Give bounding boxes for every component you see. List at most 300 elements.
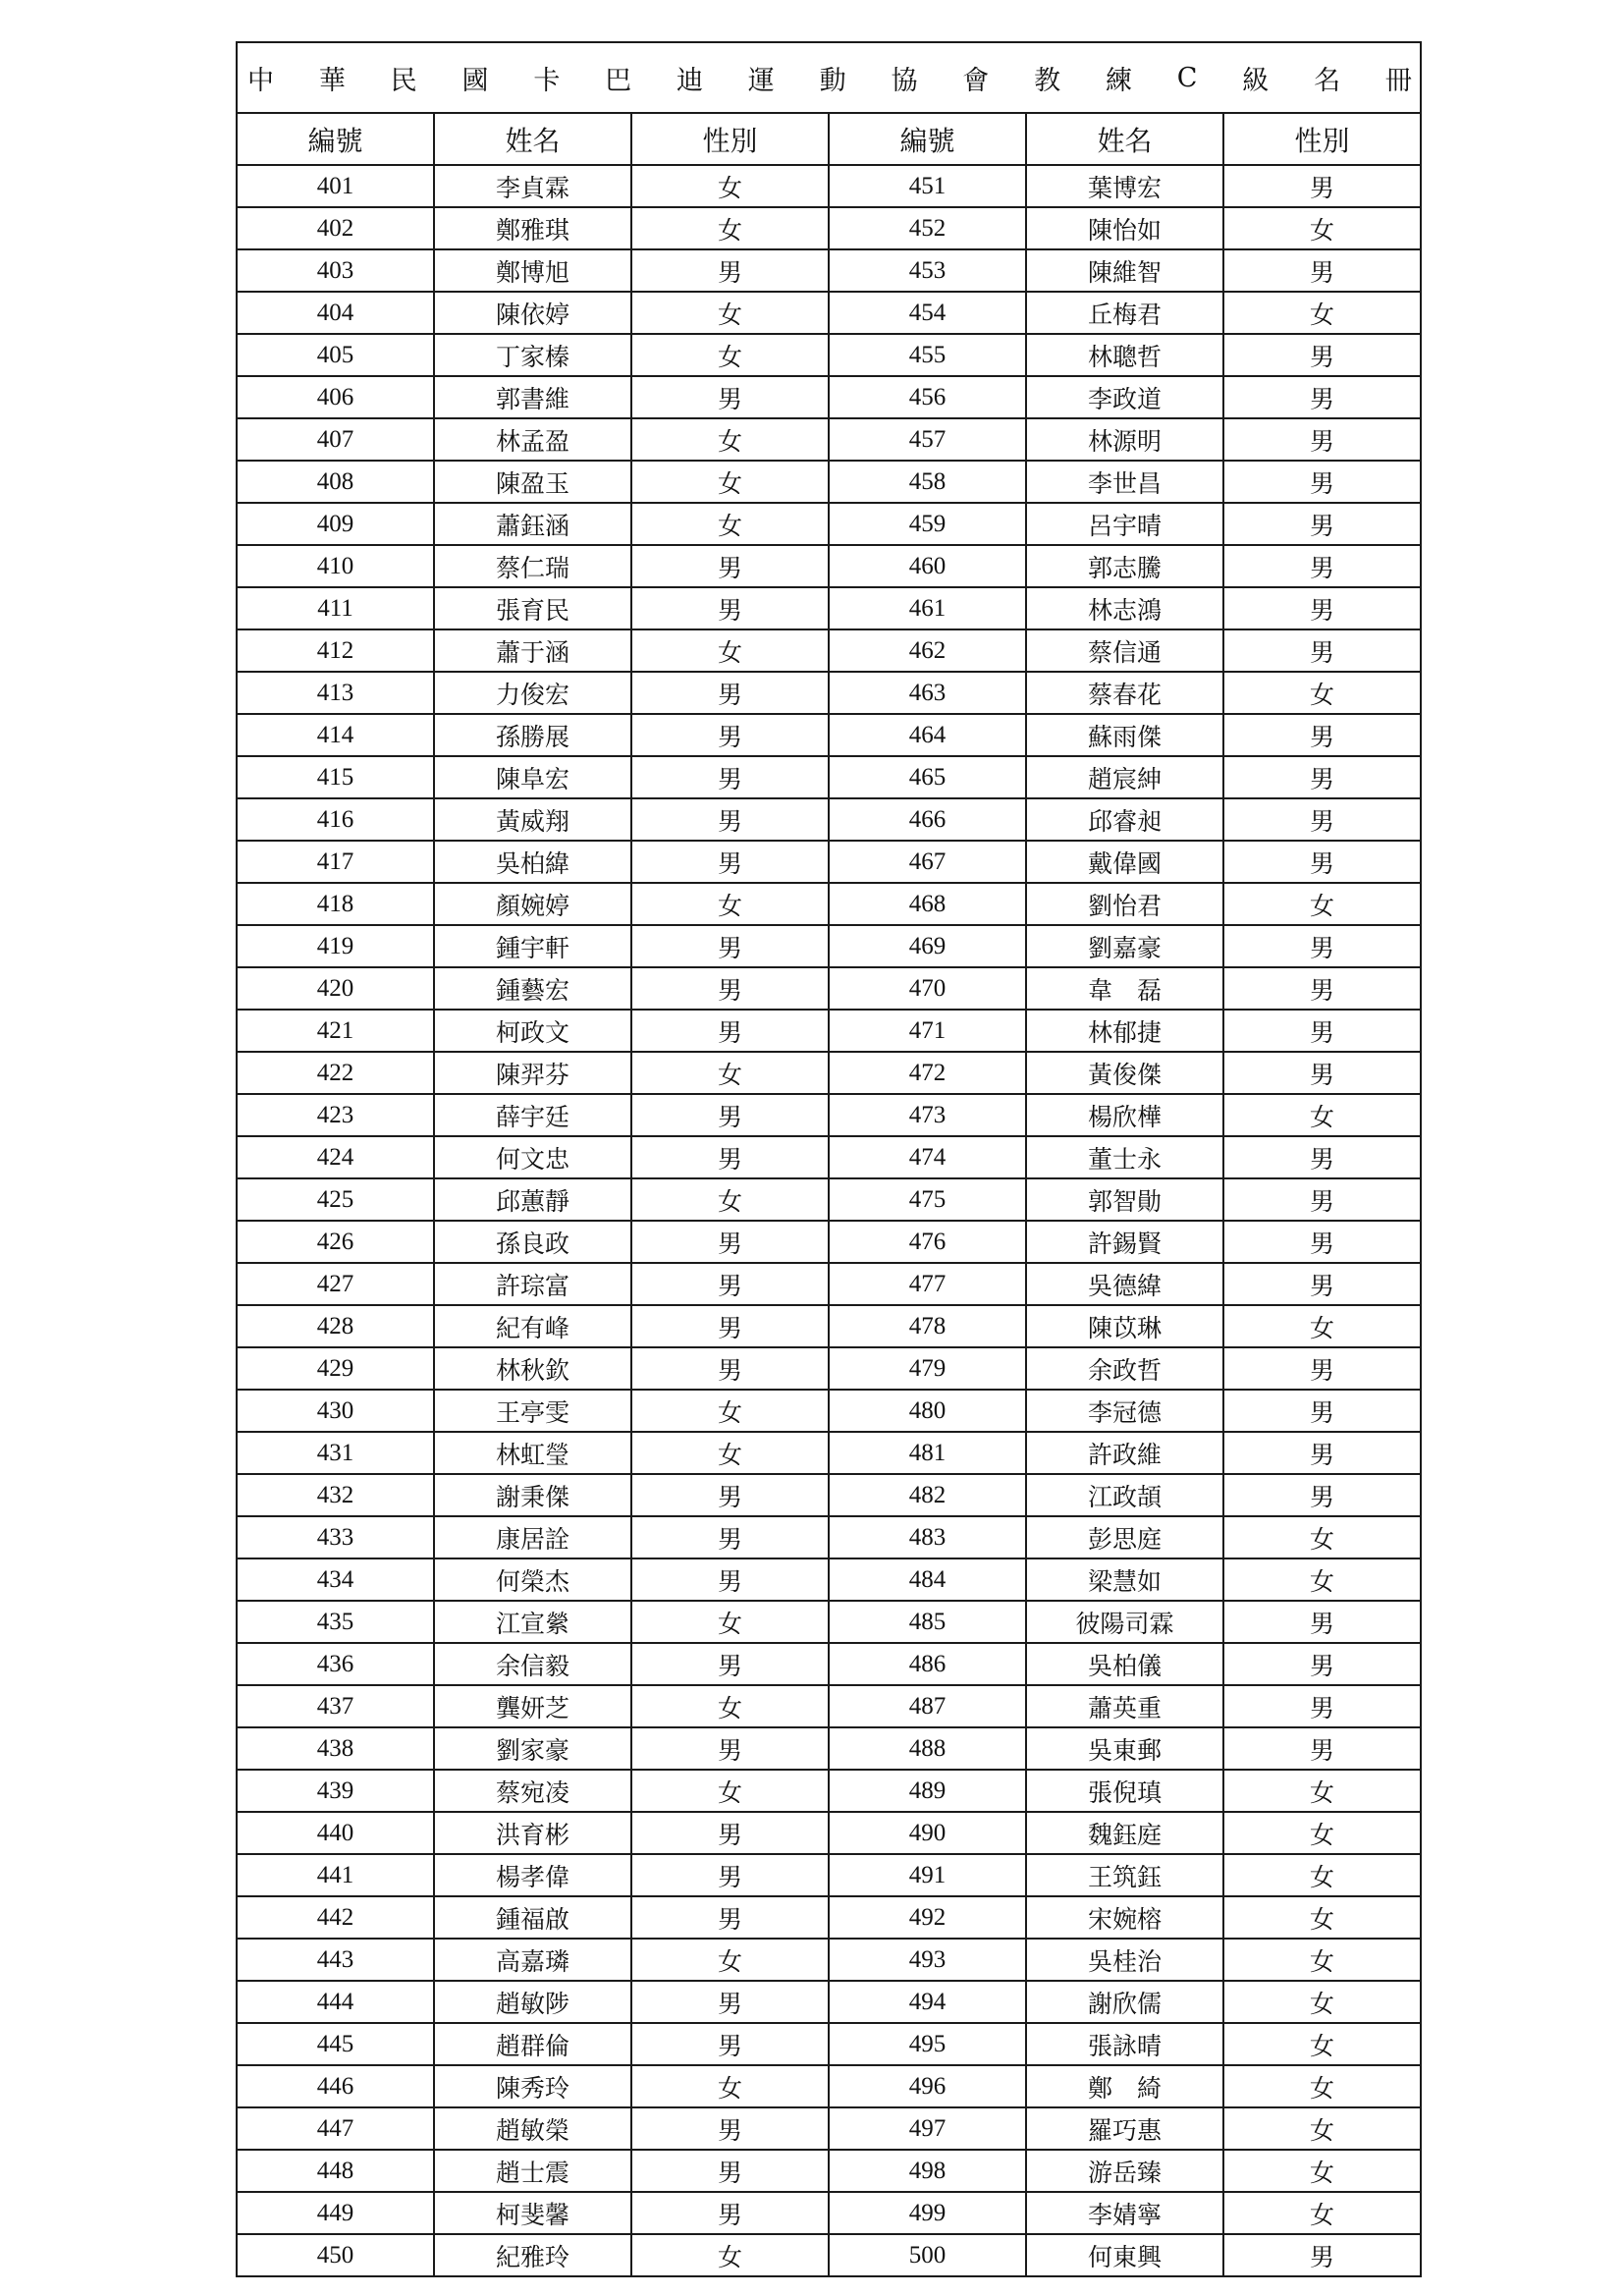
table-row <box>237 2023 1421 2065</box>
right-name-cell: 戴偉國 <box>1026 841 1223 883</box>
coach-roster-table <box>236 41 1422 2277</box>
right-name-cell: 何東興 <box>1026 2234 1223 2276</box>
left-name-cell: 吳柏緯 <box>434 841 631 883</box>
table-row <box>237 545 1421 587</box>
left-gender-cell: 男 <box>631 672 829 714</box>
right-number-cell: 492 <box>829 1896 1026 1939</box>
left-name-cell: 康居詮 <box>434 1516 631 1558</box>
right-name-cell: 彼陽司霖 <box>1026 1601 1223 1643</box>
right-gender-cell: 男 <box>1223 1221 1421 1263</box>
left-name-cell: 趙群倫 <box>434 2023 631 2065</box>
left-name-cell: 陳盈玉 <box>434 461 631 503</box>
right-gender-cell: 男 <box>1223 798 1421 841</box>
left-gender-cell: 男 <box>631 1854 829 1896</box>
table-row <box>237 841 1421 883</box>
left-number-cell: 442 <box>237 1896 434 1939</box>
right-gender-cell: 男 <box>1223 545 1421 587</box>
left-number-cell: 427 <box>237 1263 434 1305</box>
right-number-cell: 451 <box>829 165 1026 207</box>
left-number-cell: 414 <box>237 714 434 756</box>
left-number-cell: 433 <box>237 1516 434 1558</box>
left-number-cell: 417 <box>237 841 434 883</box>
left-gender-cell: 男 <box>631 545 829 587</box>
right-gender-cell: 男 <box>1223 418 1421 461</box>
title-row <box>237 42 1421 113</box>
left-number-cell: 422 <box>237 1052 434 1094</box>
left-number-cell: 412 <box>237 629 434 672</box>
left-number-cell: 407 <box>237 418 434 461</box>
right-number-cell: 484 <box>829 1558 1026 1601</box>
table-row <box>237 1812 1421 1854</box>
table-row <box>237 714 1421 756</box>
right-gender-cell: 男 <box>1223 1263 1421 1305</box>
right-gender-cell: 女 <box>1223 672 1421 714</box>
right-name-cell: 葉博宏 <box>1026 165 1223 207</box>
table-row <box>237 1939 1421 1981</box>
left-gender-cell: 男 <box>631 1727 829 1770</box>
right-number-cell: 490 <box>829 1812 1026 1854</box>
right-number-cell: 472 <box>829 1052 1026 1094</box>
left-name-cell: 蕭鈺涵 <box>434 503 631 545</box>
header-left-name: 姓名 <box>434 113 631 165</box>
right-name-cell: 董士永 <box>1026 1136 1223 1178</box>
right-name-cell: 邱睿昶 <box>1026 798 1223 841</box>
table-row <box>237 883 1421 925</box>
left-gender-cell: 男 <box>631 1558 829 1601</box>
left-gender-cell: 女 <box>631 418 829 461</box>
right-name-cell: 蔡春花 <box>1026 672 1223 714</box>
right-number-cell: 494 <box>829 1981 1026 2023</box>
left-name-cell: 趙士震 <box>434 2150 631 2192</box>
right-number-cell: 469 <box>829 925 1026 967</box>
right-gender-cell: 男 <box>1223 1432 1421 1474</box>
right-number-cell: 489 <box>829 1770 1026 1812</box>
right-gender-cell: 男 <box>1223 2234 1421 2276</box>
left-name-cell: 王亭雯 <box>434 1390 631 1432</box>
right-number-cell: 496 <box>829 2065 1026 2107</box>
table-row <box>237 1896 1421 1939</box>
table-row <box>237 1727 1421 1770</box>
right-gender-cell: 男 <box>1223 1136 1421 1178</box>
left-number-cell: 449 <box>237 2192 434 2234</box>
left-number-cell: 450 <box>237 2234 434 2276</box>
left-gender-cell: 女 <box>631 1390 829 1432</box>
left-gender-cell: 女 <box>631 1432 829 1474</box>
left-name-cell: 鍾福啟 <box>434 1896 631 1939</box>
left-number-cell: 439 <box>237 1770 434 1812</box>
right-gender-cell: 女 <box>1223 292 1421 334</box>
right-name-cell: 蕭英重 <box>1026 1685 1223 1727</box>
left-number-cell: 432 <box>237 1474 434 1516</box>
right-number-cell: 487 <box>829 1685 1026 1727</box>
left-gender-cell: 男 <box>631 841 829 883</box>
right-name-cell: 吳德緯 <box>1026 1263 1223 1305</box>
right-number-cell: 499 <box>829 2192 1026 2234</box>
right-number-cell: 480 <box>829 1390 1026 1432</box>
left-number-cell: 445 <box>237 2023 434 2065</box>
table-row <box>237 1390 1421 1432</box>
table-row <box>237 2234 1421 2276</box>
right-number-cell: 466 <box>829 798 1026 841</box>
right-gender-cell: 女 <box>1223 1770 1421 1812</box>
right-gender-cell: 男 <box>1223 967 1421 1010</box>
table-row <box>237 1685 1421 1727</box>
left-gender-cell: 男 <box>631 376 829 418</box>
left-number-cell: 448 <box>237 2150 434 2192</box>
left-gender-cell: 女 <box>631 1770 829 1812</box>
left-number-cell: 437 <box>237 1685 434 1727</box>
left-name-cell: 蕭于涵 <box>434 629 631 672</box>
left-gender-cell: 女 <box>631 503 829 545</box>
right-number-cell: 483 <box>829 1516 1026 1558</box>
left-gender-cell: 女 <box>631 1685 829 1727</box>
right-gender-cell: 男 <box>1223 1601 1421 1643</box>
right-name-cell: 許錫賢 <box>1026 1221 1223 1263</box>
right-name-cell: 許政維 <box>1026 1432 1223 1474</box>
right-gender-cell: 女 <box>1223 2192 1421 2234</box>
table-row <box>237 798 1421 841</box>
table-row <box>237 1432 1421 1474</box>
right-gender-cell: 男 <box>1223 1685 1421 1727</box>
table-row <box>237 925 1421 967</box>
table-row <box>237 967 1421 1010</box>
left-name-cell: 黃威翔 <box>434 798 631 841</box>
left-number-cell: 438 <box>237 1727 434 1770</box>
right-gender-cell: 女 <box>1223 1896 1421 1939</box>
left-gender-cell: 男 <box>631 2023 829 2065</box>
table-row <box>237 1643 1421 1685</box>
left-number-cell: 421 <box>237 1010 434 1052</box>
document-title: 中 華 民 國 卡 巴 迪 運 動 協 會 教 練 C 級 名 冊 <box>247 62 1412 96</box>
left-name-cell: 龔妍芝 <box>434 1685 631 1727</box>
right-name-cell: 林源明 <box>1026 418 1223 461</box>
left-gender-cell: 女 <box>631 165 829 207</box>
left-number-cell: 441 <box>237 1854 434 1896</box>
left-gender-cell: 男 <box>631 1896 829 1939</box>
right-gender-cell: 男 <box>1223 334 1421 376</box>
left-gender-cell: 女 <box>631 1939 829 1981</box>
table-row <box>237 1347 1421 1390</box>
table-row <box>237 1136 1421 1178</box>
right-name-cell: 吳東郵 <box>1026 1727 1223 1770</box>
left-gender-cell: 男 <box>631 1474 829 1516</box>
right-gender-cell: 男 <box>1223 1347 1421 1390</box>
right-number-cell: 459 <box>829 503 1026 545</box>
right-number-cell: 481 <box>829 1432 1026 1474</box>
table-row <box>237 1474 1421 1516</box>
left-number-cell: 413 <box>237 672 434 714</box>
left-name-cell: 陳依婷 <box>434 292 631 334</box>
left-gender-cell: 男 <box>631 1516 829 1558</box>
right-gender-cell: 男 <box>1223 165 1421 207</box>
right-name-cell: 李政道 <box>1026 376 1223 418</box>
left-name-cell: 林虹瑩 <box>434 1432 631 1474</box>
left-number-cell: 409 <box>237 503 434 545</box>
right-gender-cell: 男 <box>1223 1390 1421 1432</box>
right-number-cell: 454 <box>829 292 1026 334</box>
left-number-cell: 446 <box>237 2065 434 2107</box>
left-number-cell: 428 <box>237 1305 434 1347</box>
left-name-cell: 林秋欽 <box>434 1347 631 1390</box>
left-gender-cell: 男 <box>631 967 829 1010</box>
left-gender-cell: 男 <box>631 714 829 756</box>
left-gender-cell: 男 <box>631 2192 829 2234</box>
left-gender-cell: 男 <box>631 756 829 798</box>
right-gender-cell: 男 <box>1223 925 1421 967</box>
right-number-cell: 473 <box>829 1094 1026 1136</box>
right-number-cell: 455 <box>829 334 1026 376</box>
right-gender-cell: 男 <box>1223 629 1421 672</box>
right-name-cell: 吳柏儀 <box>1026 1643 1223 1685</box>
right-number-cell: 452 <box>829 207 1026 249</box>
left-name-cell: 何榮杰 <box>434 1558 631 1601</box>
right-name-cell: 梁慧如 <box>1026 1558 1223 1601</box>
left-name-cell: 柯斐馨 <box>434 2192 631 2234</box>
right-number-cell: 479 <box>829 1347 1026 1390</box>
table-row <box>237 418 1421 461</box>
left-number-cell: 429 <box>237 1347 434 1390</box>
table-row <box>237 1094 1421 1136</box>
left-number-cell: 444 <box>237 1981 434 2023</box>
left-number-cell: 410 <box>237 545 434 587</box>
left-number-cell: 415 <box>237 756 434 798</box>
left-number-cell: 419 <box>237 925 434 967</box>
right-name-cell: 林志鴻 <box>1026 587 1223 629</box>
right-number-cell: 467 <box>829 841 1026 883</box>
left-gender-cell: 男 <box>631 1812 829 1854</box>
left-gender-cell: 男 <box>631 1094 829 1136</box>
left-name-cell: 陳阜宏 <box>434 756 631 798</box>
left-name-cell: 蔡宛凌 <box>434 1770 631 1812</box>
document-title-cell <box>237 42 1421 113</box>
right-number-cell: 457 <box>829 418 1026 461</box>
right-number-cell: 477 <box>829 1263 1026 1305</box>
right-number-cell: 461 <box>829 587 1026 629</box>
left-name-cell: 陳羿芬 <box>434 1052 631 1094</box>
table-row <box>237 292 1421 334</box>
table-row <box>237 334 1421 376</box>
left-name-cell: 紀有峰 <box>434 1305 631 1347</box>
right-gender-cell: 男 <box>1223 1474 1421 1516</box>
table-row <box>237 1010 1421 1052</box>
left-number-cell: 406 <box>237 376 434 418</box>
table-row <box>237 1305 1421 1347</box>
right-gender-cell: 女 <box>1223 1854 1421 1896</box>
table-row <box>237 1052 1421 1094</box>
right-number-cell: 493 <box>829 1939 1026 1981</box>
left-gender-cell: 女 <box>631 207 829 249</box>
right-gender-cell: 女 <box>1223 1812 1421 1854</box>
table-row <box>237 461 1421 503</box>
left-name-cell: 柯政文 <box>434 1010 631 1052</box>
table-row <box>237 1854 1421 1896</box>
table-row <box>237 756 1421 798</box>
left-name-cell: 孫勝展 <box>434 714 631 756</box>
left-name-cell: 李貞霖 <box>434 165 631 207</box>
left-gender-cell: 男 <box>631 1136 829 1178</box>
right-gender-cell: 男 <box>1223 1643 1421 1685</box>
left-gender-cell: 女 <box>631 292 829 334</box>
right-name-cell: 鄭 綺 <box>1026 2065 1223 2107</box>
left-name-cell: 紀雅玲 <box>434 2234 631 2276</box>
left-gender-cell: 男 <box>631 1305 829 1347</box>
right-name-cell: 張詠晴 <box>1026 2023 1223 2065</box>
right-name-cell: 郭志騰 <box>1026 545 1223 587</box>
left-gender-cell: 男 <box>631 587 829 629</box>
right-name-cell: 李冠德 <box>1026 1390 1223 1432</box>
left-name-cell: 謝秉傑 <box>434 1474 631 1516</box>
right-number-cell: 464 <box>829 714 1026 756</box>
left-gender-cell: 男 <box>631 2107 829 2150</box>
right-gender-cell: 女 <box>1223 207 1421 249</box>
left-number-cell: 408 <box>237 461 434 503</box>
right-gender-cell: 女 <box>1223 2150 1421 2192</box>
left-name-cell: 顏婉婷 <box>434 883 631 925</box>
header-right-name: 姓名 <box>1026 113 1223 165</box>
right-name-cell: 李世昌 <box>1026 461 1223 503</box>
left-gender-cell: 女 <box>631 629 829 672</box>
left-gender-cell: 男 <box>631 1263 829 1305</box>
roster-body <box>237 165 1421 2276</box>
right-number-cell: 462 <box>829 629 1026 672</box>
left-name-cell: 劉家豪 <box>434 1727 631 1770</box>
column-header-row <box>237 113 1421 165</box>
left-name-cell: 鍾宇軒 <box>434 925 631 967</box>
right-name-cell: 江政頡 <box>1026 1474 1223 1516</box>
left-gender-cell: 男 <box>631 1010 829 1052</box>
right-name-cell: 趙宸紳 <box>1026 756 1223 798</box>
right-number-cell: 453 <box>829 249 1026 292</box>
table-row <box>237 672 1421 714</box>
right-number-cell: 458 <box>829 461 1026 503</box>
right-name-cell: 羅巧惠 <box>1026 2107 1223 2150</box>
left-gender-cell: 男 <box>631 1221 829 1263</box>
right-number-cell: 474 <box>829 1136 1026 1178</box>
left-gender-cell: 男 <box>631 249 829 292</box>
right-gender-cell: 女 <box>1223 1516 1421 1558</box>
table-row <box>237 2192 1421 2234</box>
right-number-cell: 498 <box>829 2150 1026 2192</box>
right-number-cell: 478 <box>829 1305 1026 1347</box>
right-gender-cell: 男 <box>1223 1178 1421 1221</box>
table-row <box>237 2150 1421 2192</box>
left-gender-cell: 女 <box>631 334 829 376</box>
right-gender-cell: 男 <box>1223 376 1421 418</box>
right-name-cell: 謝欣儒 <box>1026 1981 1223 2023</box>
right-gender-cell: 男 <box>1223 587 1421 629</box>
left-number-cell: 431 <box>237 1432 434 1474</box>
right-number-cell: 482 <box>829 1474 1026 1516</box>
header-left-number: 編號 <box>237 113 434 165</box>
left-gender-cell: 女 <box>631 2065 829 2107</box>
right-number-cell: 463 <box>829 672 1026 714</box>
right-gender-cell: 男 <box>1223 249 1421 292</box>
left-gender-cell: 女 <box>631 1178 829 1221</box>
table-row <box>237 1770 1421 1812</box>
right-name-cell: 余政哲 <box>1026 1347 1223 1390</box>
right-number-cell: 456 <box>829 376 1026 418</box>
right-name-cell: 張倪瑱 <box>1026 1770 1223 1812</box>
left-name-cell: 鄭雅琪 <box>434 207 631 249</box>
right-name-cell: 魏鈺庭 <box>1026 1812 1223 1854</box>
left-number-cell: 440 <box>237 1812 434 1854</box>
left-number-cell: 435 <box>237 1601 434 1643</box>
table-row <box>237 1981 1421 2023</box>
left-number-cell: 447 <box>237 2107 434 2150</box>
right-gender-cell: 女 <box>1223 2023 1421 2065</box>
left-number-cell: 404 <box>237 292 434 334</box>
left-gender-cell: 男 <box>631 1981 829 2023</box>
right-number-cell: 465 <box>829 756 1026 798</box>
right-name-cell: 陳苡琳 <box>1026 1305 1223 1347</box>
left-name-cell: 蔡仁瑞 <box>434 545 631 587</box>
left-name-cell: 江宣縈 <box>434 1601 631 1643</box>
table-row <box>237 207 1421 249</box>
left-name-cell: 許琮富 <box>434 1263 631 1305</box>
right-gender-cell: 男 <box>1223 1727 1421 1770</box>
right-name-cell: 吳桂治 <box>1026 1939 1223 1981</box>
left-gender-cell: 男 <box>631 925 829 967</box>
table-row <box>237 249 1421 292</box>
table-row <box>237 1263 1421 1305</box>
left-name-cell: 高嘉璘 <box>434 1939 631 1981</box>
left-gender-cell: 男 <box>631 798 829 841</box>
right-name-cell: 彭思庭 <box>1026 1516 1223 1558</box>
left-name-cell: 余信毅 <box>434 1643 631 1685</box>
right-gender-cell: 女 <box>1223 2107 1421 2150</box>
right-gender-cell: 女 <box>1223 883 1421 925</box>
right-name-cell: 楊欣樺 <box>1026 1094 1223 1136</box>
right-name-cell: 劉嘉豪 <box>1026 925 1223 967</box>
left-name-cell: 張育民 <box>434 587 631 629</box>
right-number-cell: 460 <box>829 545 1026 587</box>
right-number-cell: 495 <box>829 2023 1026 2065</box>
left-gender-cell: 男 <box>631 2150 829 2192</box>
left-gender-cell: 男 <box>631 1347 829 1390</box>
table-row <box>237 587 1421 629</box>
left-gender-cell: 女 <box>631 1601 829 1643</box>
table-row <box>237 1221 1421 1263</box>
table-row <box>237 376 1421 418</box>
table-row <box>237 629 1421 672</box>
right-gender-cell: 男 <box>1223 841 1421 883</box>
left-number-cell: 420 <box>237 967 434 1010</box>
right-gender-cell: 男 <box>1223 1052 1421 1094</box>
right-number-cell: 471 <box>829 1010 1026 1052</box>
left-number-cell: 443 <box>237 1939 434 1981</box>
right-gender-cell: 女 <box>1223 1094 1421 1136</box>
right-name-cell: 劉怡君 <box>1026 883 1223 925</box>
left-name-cell: 孫良政 <box>434 1221 631 1263</box>
right-name-cell: 游岳臻 <box>1026 2150 1223 2192</box>
right-number-cell: 468 <box>829 883 1026 925</box>
left-number-cell: 416 <box>237 798 434 841</box>
right-name-cell: 宋婉榕 <box>1026 1896 1223 1939</box>
left-gender-cell: 女 <box>631 1052 829 1094</box>
table-row <box>237 503 1421 545</box>
left-name-cell: 鍾藝宏 <box>434 967 631 1010</box>
left-name-cell: 趙敏榮 <box>434 2107 631 2150</box>
left-name-cell: 郭書維 <box>434 376 631 418</box>
left-number-cell: 430 <box>237 1390 434 1432</box>
left-number-cell: 423 <box>237 1094 434 1136</box>
right-gender-cell: 男 <box>1223 461 1421 503</box>
right-name-cell: 郭智勛 <box>1026 1178 1223 1221</box>
left-number-cell: 434 <box>237 1558 434 1601</box>
table-row <box>237 2065 1421 2107</box>
left-name-cell: 邱蕙靜 <box>434 1178 631 1221</box>
left-gender-cell: 男 <box>631 1643 829 1685</box>
